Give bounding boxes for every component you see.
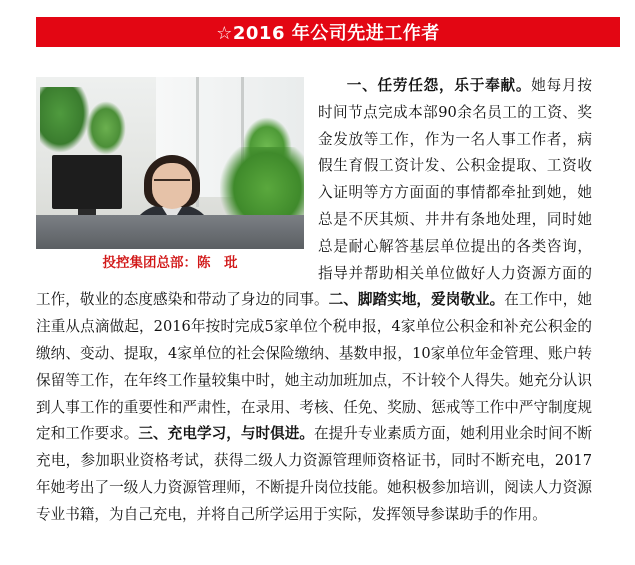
- page-title-banner: [36, 17, 620, 47]
- photo-plant: [86, 101, 126, 155]
- photo-caption: 投控集团总部：陈 玭: [102, 255, 238, 271]
- section-text-3: 在提升专业素质方面，她利用业余时间不断充电，参加职业资格考试，获得二级人力资源管理师资格证书，同时不断充电，2017年她考出了一级人力资源管理师，不断提升岗位技能。她积极参加培训，阅读人力资源专业书籍，为自己充电，并将自己所学运用于实际，发挥领导参谋助手的作用。: [36, 425, 592, 523]
- photo-monitor: [52, 155, 122, 209]
- photo-person-glasses: [154, 179, 190, 189]
- page-title: ☆2016 年公司先进工作者: [216, 23, 440, 44]
- photo-plant: [40, 87, 90, 153]
- section-text-1: 她每月按时间节点完成本部90余名员工的工资、奖金发放等工作，作为一名人事工作者，病假生育假工资计发、公积金提取、工资收入证明等方方面面的事情都牵扯到她，她总是不厌其烦、井井有条地处理，同时她总是耐心解答基层单位提出的各类咨询，指导并帮助相关单位做好人力资源方面的工作，敬业的态度感染和带动了身边的同事。: [36, 77, 592, 309]
- section-heading-3: 三、充电学习，与时俱进。: [138, 425, 314, 443]
- photo-desk: [36, 215, 304, 249]
- photo-block: [36, 77, 304, 273]
- section-text-2: 在工作中，她注重从点滴做起，2016年按时完成5家单位个税申报，4家单位公积金和补充公积金的缴纳、变动、提取，4家单位的社会保险缴纳、基数申报，10家单位年金管理、账户转保留等工作，在年终工作量较集中时，她主动加班加点，不计较个人得失。她充分认识到人事工作的重要性和严肃性，在录用、考核、任免、奖励、惩戒等工作中严守制度规定和工作要求。: [36, 291, 592, 443]
- section-heading-2: 二、脚踏实地，爱岗敬业。: [328, 291, 505, 309]
- employee-photo: [36, 77, 304, 249]
- article-body: [36, 73, 592, 529]
- section-heading-1: 一、任劳任怨，乐于奉献。: [346, 77, 532, 94]
